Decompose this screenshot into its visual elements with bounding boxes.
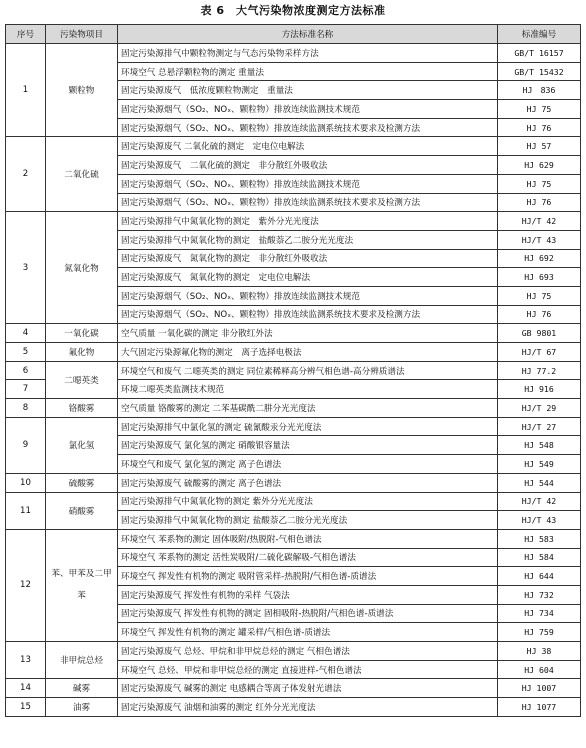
- row-number: 7: [6, 380, 46, 399]
- standard-code: HJ 1007: [498, 679, 581, 698]
- table-header: [6, 25, 581, 44]
- method-name: 固定污染源排气中氮氧化物的测定 紫外分光光度法: [118, 212, 498, 231]
- method-name: 固定污染源排气中氮氧化物的测定 盐酸萘乙二胺分光光度法: [118, 230, 498, 249]
- pollutant-name: 铬酸雾: [46, 399, 118, 418]
- standard-code: HJ/T 42: [498, 212, 581, 231]
- method-name: 固定污染源废气 二氧化硫的测定 定电位电解法: [118, 137, 498, 156]
- method-name: 固定污染源废气 氮氧化物的测定 非分散红外吸收法: [118, 249, 498, 268]
- table-row: [6, 679, 581, 698]
- standard-code: HJ 75: [498, 174, 581, 193]
- pollutant-name: 氟化物: [46, 343, 118, 362]
- pollutant-name: 颗粒物: [46, 44, 118, 137]
- method-name: 固定污染源烟气（SO₂、NOₓ、颗粒物）排放连续监测技术规范: [118, 174, 498, 193]
- standard-code: HJ 548: [498, 436, 581, 455]
- row-number: 4: [6, 324, 46, 343]
- method-name: 固定污染源废气 低浓度颗粒物测定 重量法: [118, 81, 498, 100]
- table-row: [6, 212, 581, 231]
- table-row: [6, 642, 581, 661]
- standard-code: HJ 584: [498, 548, 581, 567]
- method-name: 固定污染源烟气（SO₂、NOₓ、颗粒物）排放连续监测技术规范: [118, 100, 498, 119]
- table-body: [6, 44, 581, 717]
- method-name: 环境空气 总悬浮颗粒物的测定 重量法: [118, 62, 498, 81]
- pollutant-name: 氮氧化物: [46, 212, 118, 324]
- row-number: 1: [6, 44, 46, 137]
- pollutant-name: 氯化氢: [46, 417, 118, 473]
- standard-code: HJ 583: [498, 529, 581, 548]
- row-number: 13: [6, 642, 46, 679]
- standard-code: GB/T 16157: [498, 44, 581, 63]
- pollutant-name: 硫酸雾: [46, 473, 118, 492]
- standard-code: HJ/T 67: [498, 343, 581, 362]
- table-caption: 表 6 大气污染物浓度测定方法标准: [200, 4, 386, 17]
- table-row: [6, 361, 581, 380]
- method-name: 固定污染源废气 挥发性有机物的测定 固相吸附-热脱附/气相色谱-质谱法: [118, 604, 498, 623]
- method-name: 固定污染源废气 碱雾的测定 电感耦合等离子体发射光谱法: [118, 679, 498, 698]
- method-name: 固定污染源废气 二氧化硫的测定 非分散红外吸收法: [118, 156, 498, 175]
- table-row: [6, 698, 581, 717]
- row-number: 6: [6, 361, 46, 380]
- pollutant-name: 硝酸雾: [46, 492, 118, 529]
- row-number: 10: [6, 473, 46, 492]
- standard-code: HJ 629: [498, 156, 581, 175]
- method-name: 环境空气 苯系物的测定 活性炭吸附/二硫化碳解吸-气相色谱法: [118, 548, 498, 567]
- standard-code: HJ 57: [498, 137, 581, 156]
- pollutant-name: 二氧化硫: [46, 137, 118, 212]
- method-name: 固定污染源废气 挥发性有机物的采样 气袋法: [118, 585, 498, 604]
- standard-code: HJ 693: [498, 268, 581, 287]
- standard-code: HJ 644: [498, 567, 581, 586]
- standard-code: HJ 76: [498, 193, 581, 212]
- header-code: 标准编号: [498, 25, 581, 44]
- method-name: 固定污染源烟气（SO₂、NOₓ、颗粒物）排放连续监测系统技术要求及检测方法: [118, 305, 498, 324]
- row-number: 11: [6, 492, 46, 529]
- standard-code: GB/T 15432: [498, 62, 581, 81]
- standard-code: HJ 732: [498, 585, 581, 604]
- method-name: 固定污染源废气 氮氧化物的测定 定电位电解法: [118, 268, 498, 287]
- standard-code: HJ/T 43: [498, 511, 581, 530]
- standard-code: HJ/T 43: [498, 230, 581, 249]
- row-number: 3: [6, 212, 46, 324]
- header-pollutant: 污染物项目: [46, 25, 118, 44]
- table-row: [6, 44, 581, 63]
- standard-code: HJ 544: [498, 473, 581, 492]
- method-name: 环境空气 挥发性有机物的测定 吸附管采样-热脱附/气相色谱-质谱法: [118, 567, 498, 586]
- method-name: 空气质量 一氧化碳的测定 非分散红外法: [118, 324, 498, 343]
- standard-code: HJ 692: [498, 249, 581, 268]
- method-name: 大气固定污染源氟化物的测定 离子选择电极法: [118, 343, 498, 362]
- row-number: 14: [6, 679, 46, 698]
- table-row: [6, 417, 581, 436]
- standard-code: HJ 734: [498, 604, 581, 623]
- method-name: 环境空气和废气 氯化氢的测定 离子色谱法: [118, 455, 498, 474]
- method-name: 空气质量 铬酸雾的测定 二苯基碳酰二肼分光光度法: [118, 399, 498, 418]
- pollutant-name: 油雾: [46, 698, 118, 717]
- standard-code: HJ 75: [498, 286, 581, 305]
- standard-code: HJ/T 27: [498, 417, 581, 436]
- method-name: 环境空气 挥发性有机物的测定 罐采样/气相色谱-质谱法: [118, 623, 498, 642]
- method-name: 固定污染源烟气（SO₂、NOₓ、颗粒物）排放连续监测技术规范: [118, 286, 498, 305]
- method-name: 固定污染源排气中氮氧化物的测定 盐酸萘乙二胺分光光度法: [118, 511, 498, 530]
- table-row: [6, 492, 581, 511]
- header-method: 方法标准名称: [118, 25, 498, 44]
- table-row: [6, 324, 581, 343]
- method-name: 固定污染源废气 硫酸雾的测定 离子色谱法: [118, 473, 498, 492]
- method-name: 固定污染源烟气（SO₂、NOₓ、颗粒物）排放连续监测系统技术要求及检测方法: [118, 193, 498, 212]
- method-name: 环境空气 总烃、甲烷和非甲烷总烃的测定 直接进样-气相色谱法: [118, 660, 498, 679]
- standard-code: HJ 836: [498, 81, 581, 100]
- method-name: 环境空气 苯系物的测定 固体吸附/热脱附-气相色谱法: [118, 529, 498, 548]
- method-name: 固定污染源废气 总烃、甲烷和非甲烷总烃的测定 气相色谱法: [118, 642, 498, 661]
- standard-code: HJ 549: [498, 455, 581, 474]
- pollutant-name: 碱雾: [46, 679, 118, 698]
- standard-code: HJ 76: [498, 305, 581, 324]
- row-number: 12: [6, 529, 46, 641]
- table-row: [6, 343, 581, 362]
- standard-code: HJ 1077: [498, 698, 581, 717]
- pollutant-name: 苯、甲苯及二甲苯: [46, 529, 118, 641]
- method-name: 环境空气和废气 二噁英类的测定 同位素稀释高分辨气相色谱-高分辨质谱法: [118, 361, 498, 380]
- method-name: 固定污染源排气中氯化氢的测定 硫氰酸汞分光光度法: [118, 417, 498, 436]
- method-name: 固定污染源烟气（SO₂、NOₓ、颗粒物）排放连续监测系统技术要求及检测方法: [118, 118, 498, 137]
- standard-code: HJ 916: [498, 380, 581, 399]
- table-row: [6, 473, 581, 492]
- row-number: 9: [6, 417, 46, 473]
- standard-code: HJ 38: [498, 642, 581, 661]
- pollutant-name: 一氧化碳: [46, 324, 118, 343]
- method-name: 固定污染源排气中氮氧化物的测定 紫外分光光度法: [118, 492, 498, 511]
- standard-code: HJ/T 29: [498, 399, 581, 418]
- standard-code: GB 9801: [498, 324, 581, 343]
- row-number: 2: [6, 137, 46, 212]
- standard-code: HJ 76: [498, 118, 581, 137]
- method-name: 环境二噁英类监测技术规范: [118, 380, 498, 399]
- pollutant-name: 非甲烷总烃: [46, 642, 118, 679]
- table-row: [6, 137, 581, 156]
- standard-code: HJ 77.2: [498, 361, 581, 380]
- table-row: [6, 399, 581, 418]
- method-name: 固定污染源废气 油烟和油雾的测定 红外分光光度法: [118, 698, 498, 717]
- standard-code: HJ 75: [498, 100, 581, 119]
- row-number: 5: [6, 343, 46, 362]
- pollutant-name: 二噁英类: [46, 361, 118, 398]
- header-row: [6, 25, 581, 44]
- method-standards-table: [5, 24, 581, 717]
- method-name: 固定污染源排气中颗粒物测定与气态污染物采样方法: [118, 44, 498, 63]
- header-no: 序号: [6, 25, 46, 44]
- standard-code: HJ/T 42: [498, 492, 581, 511]
- standard-code: HJ 604: [498, 660, 581, 679]
- table-row: [6, 529, 581, 548]
- row-number: 8: [6, 399, 46, 418]
- standard-code: HJ 759: [498, 623, 581, 642]
- method-name: 固定污染源废气 氯化氢的测定 硝酸银容量法: [118, 436, 498, 455]
- row-number: 15: [6, 698, 46, 717]
